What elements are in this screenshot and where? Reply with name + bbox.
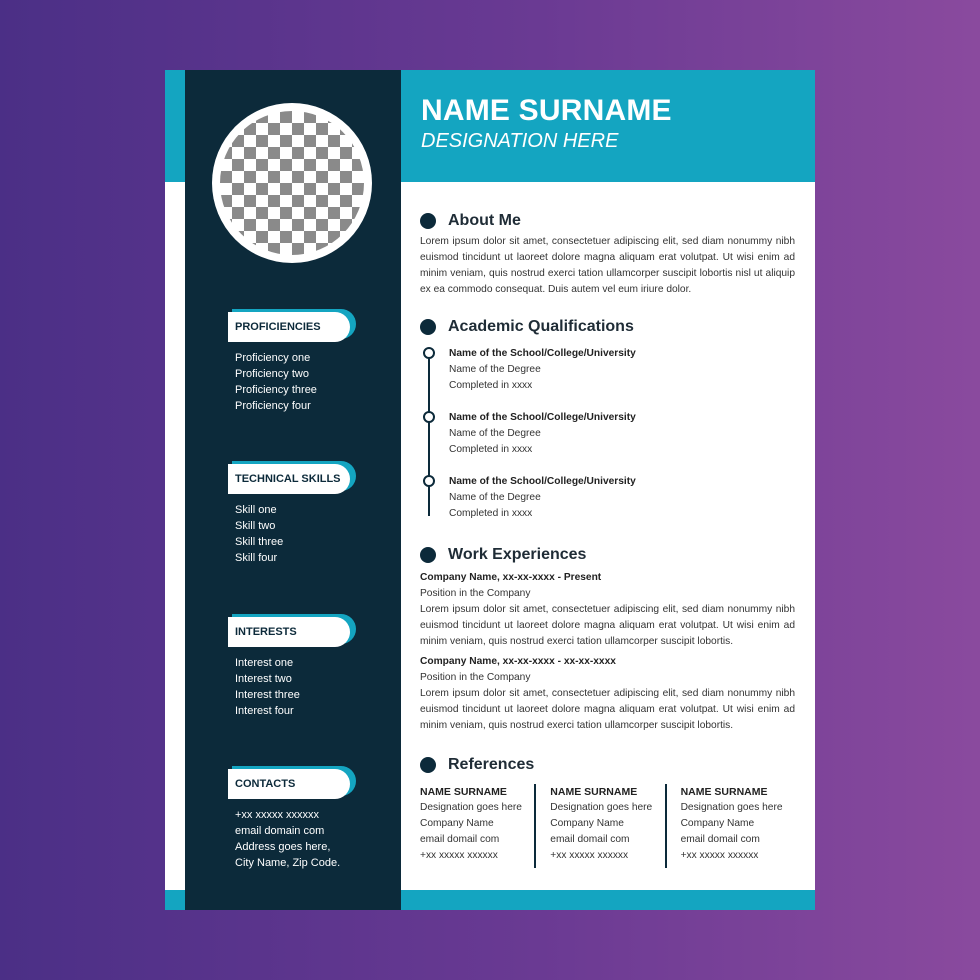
list-item: Proficiency two (235, 368, 309, 380)
ref-designation: Designation goes here (550, 802, 653, 813)
proficiencies-list (228, 350, 356, 414)
school-name: Name of the School/College/University (449, 412, 636, 423)
ref-phone: +xx xxxxx xxxxxx (420, 850, 498, 861)
contact-city: City Name, Zip Code. (235, 857, 341, 869)
ref-divider (534, 784, 536, 868)
proficiencies-section (228, 312, 356, 414)
section-pill (228, 617, 356, 647)
timeline-node-icon (423, 411, 435, 423)
accent-strip-top (165, 70, 185, 182)
list-item: Proficiency three (235, 384, 317, 396)
bullet-icon (420, 547, 436, 563)
ref-email: email domail com (550, 834, 630, 845)
list-item: Skill three (235, 536, 284, 548)
header-banner (401, 70, 815, 182)
list-item: Skill four (235, 552, 278, 564)
technical-skills-heading: TECHNICAL SKILLS (228, 464, 350, 494)
ref-name: NAME SURNAME (550, 786, 638, 798)
work-item (420, 654, 795, 734)
bullet-icon (420, 213, 436, 229)
references-title: References (448, 756, 535, 773)
school-name: Name of the School/College/University (449, 348, 636, 359)
proficiencies-heading: PROFICIENCIES (228, 312, 350, 342)
ref-company: Company Name (420, 818, 494, 829)
degree-name: Name of the Degree (449, 428, 541, 439)
list-item: Interest one (235, 657, 294, 669)
list-item: Proficiency four (235, 400, 311, 412)
main-content (420, 210, 795, 868)
about-text: Lorem ipsum dolor sit amet, consectetuer adipiscing elit, sed diam nonummy nibh euismod tincidunt ut laoreet dolore magna aliquam erat volutpat. Ut wisi enim ad minim veniam, quis nostrud exerci tation ullamcorper suscipit lobortis nisl ut aliquip ex ea commodo consequat. Duis autem vel eum iriure dolor. (420, 236, 795, 295)
contact-phone: +xx xxxxx xxxxxx (235, 809, 320, 821)
about-title: About Me (448, 212, 521, 229)
list-item: Interest four (235, 705, 294, 717)
ref-designation: Designation goes here (420, 802, 522, 813)
completed-year: Completed in xxxx (449, 380, 533, 391)
ref-phone: +xx xxxxx xxxxxx (550, 850, 629, 861)
contact-email: email domain com (235, 825, 325, 837)
ref-company: Company Name (680, 818, 755, 829)
ref-divider (665, 784, 667, 868)
academic-timeline (420, 346, 795, 522)
accent-strip-bottom (165, 890, 185, 910)
reference-card (420, 784, 534, 868)
ref-designation: Designation goes here (680, 802, 783, 813)
academic-item (449, 346, 795, 410)
profile-photo[interactable] (212, 103, 372, 263)
position-line: Position in the Company (420, 588, 531, 599)
list-item: Skill one (235, 504, 277, 516)
ref-company: Company Name (550, 818, 624, 829)
footer-bar (401, 890, 815, 910)
sidebar (185, 70, 401, 910)
degree-name: Name of the Degree (449, 364, 541, 375)
contacts-heading: CONTACTS (228, 769, 350, 799)
bullet-icon (420, 319, 436, 335)
section-pill (228, 312, 356, 342)
ref-phone: +xx xxxxx xxxxxx (680, 850, 759, 861)
position-line: Position in the Company (420, 672, 531, 683)
reference-card (550, 784, 664, 868)
work-header (420, 544, 795, 566)
interests-list (228, 655, 356, 719)
academic-title: Academic Qualifications (448, 318, 634, 335)
contacts-list (228, 807, 356, 871)
contact-address: Address goes here, (235, 841, 331, 853)
work-description: Lorem ipsum dolor sit amet, consectetuer adipiscing elit, sed diam nonummy nibh euismod tincidunt ut laoreet dolore magna aliquam erat volutpat. Ut wisi enim ad minim veniam, quis nostrud exerci tation ullamcorper suscipit lobortis. (420, 604, 795, 647)
company-line: Company Name, xx-xx-xxxx - xx-xx-xxxx (420, 656, 616, 667)
candidate-designation: DESIGNATION HERE (421, 130, 619, 152)
degree-name: Name of the Degree (449, 492, 541, 503)
list-item: Proficiency one (235, 352, 311, 364)
bullet-icon (420, 757, 436, 773)
list-item: Interest three (235, 689, 300, 701)
reference-card (681, 784, 795, 868)
company-line: Company Name, xx-xx-xxxx - Present (420, 572, 602, 583)
technical-skills-list (228, 502, 356, 566)
work-title: Work Experiences (448, 546, 587, 563)
completed-year: Completed in xxxx (449, 508, 533, 519)
references-list (420, 784, 795, 868)
ref-email: email domail com (420, 834, 500, 845)
ref-email: email domail com (680, 834, 760, 845)
timeline-node-icon (423, 475, 435, 487)
school-name: Name of the School/College/University (449, 476, 636, 487)
photo-placeholder-icon (220, 111, 364, 255)
list-item: Skill two (235, 520, 276, 532)
work-item (420, 570, 795, 650)
list-item: Interest two (235, 673, 292, 685)
timeline-node-icon (423, 347, 435, 359)
contacts-section (228, 769, 356, 871)
candidate-name: NAME SURNAME (421, 94, 672, 127)
section-pill (228, 464, 356, 494)
completed-year: Completed in xxxx (449, 444, 533, 455)
technical-skills-section (228, 464, 356, 566)
academic-header (420, 316, 795, 338)
ref-name: NAME SURNAME (420, 786, 507, 798)
references-header (420, 754, 795, 776)
academic-item (449, 474, 795, 522)
academic-item (449, 410, 795, 474)
work-description: Lorem ipsum dolor sit amet, consectetuer adipiscing elit, sed diam nonummy nibh euismod tincidunt ut laoreet dolore magna aliquam erat volutpat. Ut wisi enim ad minim veniam, quis nostrud exerci tation ullamcorper suscipit lobortis. (420, 688, 795, 731)
resume-page (165, 70, 815, 910)
about-header (420, 210, 795, 232)
ref-name: NAME SURNAME (680, 786, 768, 798)
interests-heading: INTERESTS (228, 617, 350, 647)
interests-section (228, 617, 356, 719)
section-pill (228, 769, 356, 799)
timeline-line (428, 352, 430, 516)
